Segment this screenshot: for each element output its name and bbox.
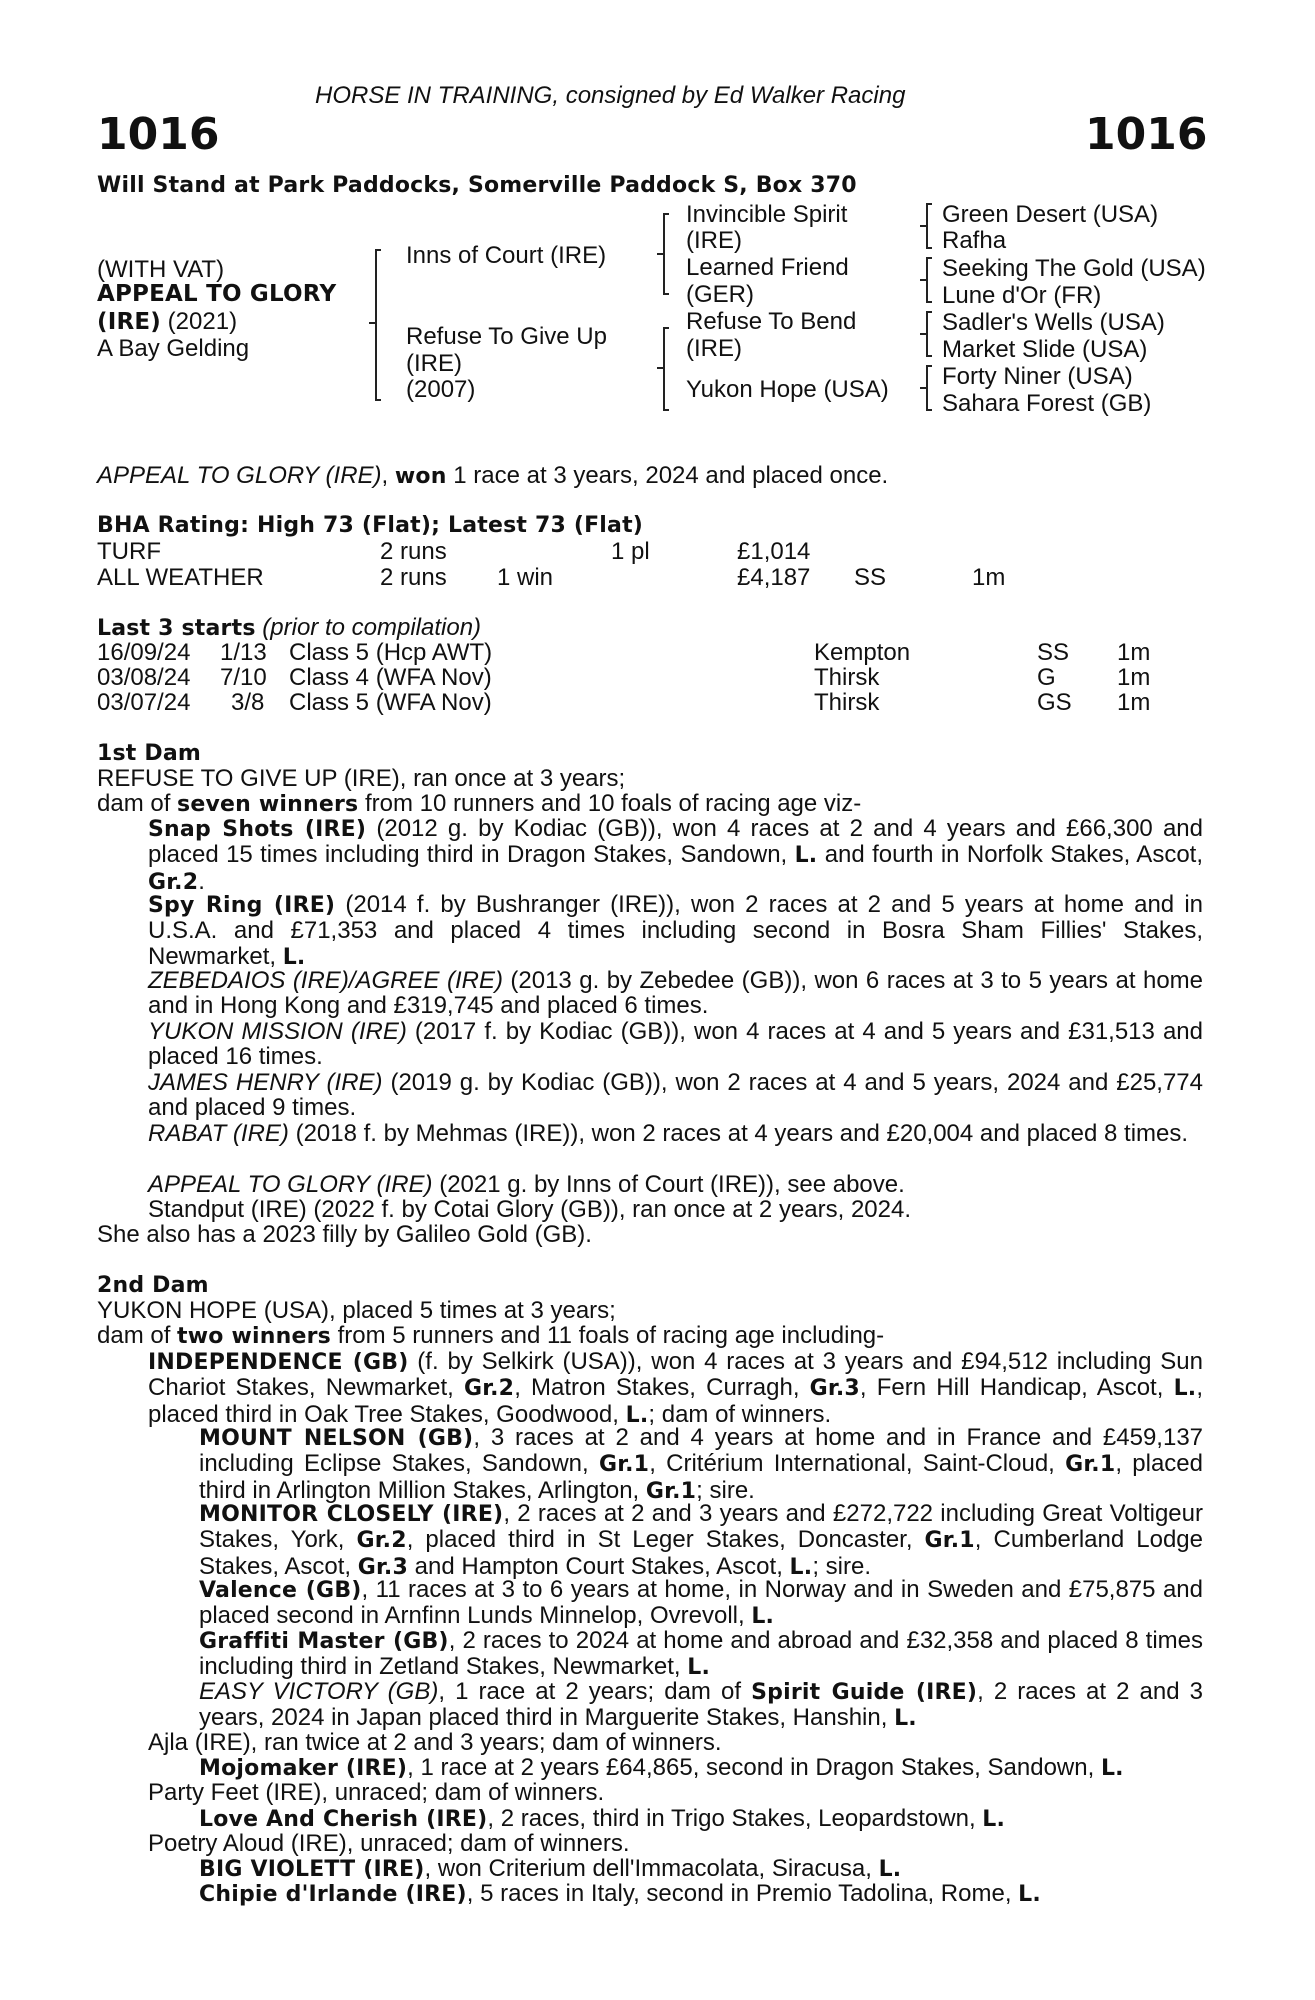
sd-dam: Lune d'Or (FR): [942, 282, 1102, 309]
progeny-name: Love And Cherish (IRE): [199, 1807, 488, 1832]
starts-note: (prior to compilation): [255, 614, 482, 641]
progeny-yukon-mission: [148, 1019, 1203, 1070]
dam-line3: (2007): [406, 376, 476, 403]
pedigree-brace-tick: [926, 301, 932, 303]
start-date: 03/07/24: [97, 689, 191, 716]
rating-runs: 2 runs: [380, 538, 447, 565]
rating-earnings: £1,014: [737, 538, 811, 565]
rating-surface: TURF: [97, 538, 161, 565]
summary-name: APPEAL TO GLORY (IRE): [97, 462, 382, 489]
progeny-name: YUKON MISSION (IRE): [148, 1018, 407, 1045]
pedigree-brace-tick: [926, 247, 932, 249]
horse-origin-year: [97, 309, 237, 335]
start-dist: 1m: [1117, 639, 1151, 666]
group-tag: Gr.1: [598, 1452, 650, 1478]
progeny-text: (2018 f. by Mehmas (IRE)), won 2 races at 4 years and £20,004 and placed 8 times.: [288, 1120, 1189, 1147]
progeny-text: (2013 g. by Zebedee (GB)), won 6 races at 3 to 5 years at home and in Hong Kong and £319,745 and placed 6 times.: [148, 967, 1204, 1020]
progeny-text: , 3 races at 2 and 4 years at home and in France and £459,137 including Eclipse Stakes, Sandown,: [199, 1424, 1204, 1478]
rating-placed: 1 pl: [611, 538, 650, 565]
group-tag: Gr.2: [148, 869, 199, 895]
progeny-text: .: [198, 867, 205, 895]
dam2-line1: YUKON HOPE (USA), placed 5 times at 3 years;: [97, 1297, 616, 1324]
dam1-line2-a: dam of: [97, 790, 178, 817]
progeny-text: , 2 races to 2024 at home and abroad and £32,358 and placed 8 times including third in Zetland Stakes, Newmarket,: [199, 1627, 1203, 1681]
progeny-spy-ring: [148, 892, 1203, 970]
listed-tag: L.: [878, 1857, 902, 1882]
dam1-line2: [97, 791, 861, 817]
progeny-text: , 1 race at 2 years; dam of: [438, 1678, 752, 1705]
progeny-name: MONITOR CLOSELY (IRE): [199, 1502, 504, 1527]
progeny-name: BIG VIOLETT (IRE): [199, 1857, 425, 1882]
progeny-name: JAMES HENRY (IRE): [148, 1069, 383, 1096]
progeny-text: , placed third in Oak Tree Stakes, Goodwood,: [148, 1374, 1204, 1428]
sire-sire-line1: Invincible Spirit: [686, 201, 848, 228]
ds-sire: Sadler's Wells (USA): [942, 309, 1165, 336]
dam2-line2-a: dam of: [97, 1322, 178, 1349]
pedigree-brace-tick: [926, 409, 932, 411]
dam2-heading: 2nd Dam: [97, 1273, 209, 1298]
rating-wins: 1 win: [497, 564, 554, 591]
dd-dam: Sahara Forest (GB): [942, 390, 1152, 417]
rating-earnings: £4,187: [737, 564, 811, 591]
start-going: G: [1037, 664, 1056, 691]
progeny-poetry-aloud: Poetry Aloud (IRE), unraced; dam of winners.: [148, 1830, 630, 1857]
progeny-name: EASY VICTORY (GB): [199, 1678, 439, 1705]
pedigree-brace: [663, 328, 665, 410]
dam1-line1: REFUSE TO GIVE UP (IRE), ran once at 3 years;: [97, 765, 626, 792]
dam-line2: (IRE): [406, 350, 462, 377]
start-dist: 1m: [1117, 689, 1151, 716]
progeny-text: , Fern Hill Handicap, Ascot,: [859, 1374, 1174, 1402]
pedigree-brace-tick: [926, 365, 932, 367]
progeny-text: ; sire.: [812, 1552, 871, 1580]
pedigree-brace-tick: [657, 367, 663, 369]
dam1-heading: 1st Dam: [97, 741, 202, 766]
progeny-name: RABAT (IRE): [148, 1120, 289, 1147]
horse-description: A Bay Gelding: [97, 335, 250, 362]
pedigree-brace-tick: [663, 409, 669, 411]
rating-heading: BHA Rating: High 73 (Flat); Latest 73 (Flat): [97, 513, 644, 538]
progeny-name: ZEBEDAIOS (IRE)/AGREE (IRE): [148, 967, 503, 994]
pedigree-brace: [375, 250, 377, 400]
progeny-name: Spirit Guide (IRE): [751, 1680, 978, 1705]
pedigree-brace-tick: [920, 225, 926, 227]
progeny-big-violett: [199, 1856, 901, 1882]
start-date: 03/08/24: [97, 664, 191, 691]
progeny-name: MOUNT NELSON (GB): [199, 1426, 474, 1451]
pedigree-brace: [926, 258, 928, 302]
pedigree-brace-tick: [663, 213, 669, 215]
summary-won: won: [394, 464, 447, 489]
start-course: Kempton: [814, 639, 911, 666]
start-position: 1/13: [220, 639, 267, 666]
progeny-text: (2017 f. by Kodiac (GB)), won 4 races at 4 and 5 years and £31,513 and placed 16 times.: [148, 1018, 1203, 1071]
pedigree-brace: [926, 366, 928, 410]
lot-number-right: 1016: [1085, 109, 1208, 160]
pedigree-brace-tick: [926, 203, 932, 205]
progeny-rabat: [148, 1121, 1203, 1146]
pedigree-brace: [926, 312, 928, 356]
start-dist: 1m: [1117, 664, 1151, 691]
start-going: GS: [1037, 689, 1072, 716]
listed-tag: L.: [894, 1706, 917, 1732]
progeny-text: , 2 races at 2 and 3 years and £272,722 including Great Voltigeur Stakes, York,: [199, 1500, 1203, 1554]
rating-row-turf: [97, 539, 1197, 565]
dam1-winners: seven winners: [177, 792, 359, 817]
pedigree-brace: [663, 214, 665, 294]
starts-heading: [97, 615, 481, 641]
dam-dam: Yukon Hope (USA): [686, 376, 889, 403]
start-race: Class 5 (Hcp AWT): [289, 639, 493, 666]
progeny-text: ; sire.: [696, 1476, 755, 1504]
group-tag: Gr.3: [357, 1554, 408, 1580]
start-course: Thirsk: [814, 664, 880, 691]
pedigree-brace-tick: [375, 249, 381, 251]
group-tag: Gr.1: [924, 1528, 975, 1554]
rating-row-aw: [97, 565, 1197, 591]
horse-year: (2021): [161, 308, 238, 335]
rating-going: SS: [854, 564, 887, 591]
progeny-text: , won Criterium dell'Immacolata, Siracusa,: [424, 1855, 879, 1882]
start-course: Thirsk: [814, 689, 880, 716]
summary-text: 1 race at 3 years, 2024 and placed once.: [446, 462, 889, 489]
pedigree-brace-tick: [926, 257, 932, 259]
start-row: [97, 690, 1197, 716]
progeny-text: , 2 races, third in Trigo Stakes, Leopardstown,: [487, 1805, 983, 1832]
progeny-text: , 11 races at 3 to 6 years at home, in Norway and in Sweden and £75,875 and placed second in Arnfinn Lunds Minnelop, Ovrevoll,: [199, 1576, 1203, 1630]
ds-dam: Market Slide (USA): [942, 336, 1148, 363]
progeny-name: Chipie d'Irlande (IRE): [199, 1882, 467, 1907]
listed-tag: L.: [1100, 1756, 1124, 1781]
progeny-mojomaker: [199, 1755, 1124, 1781]
start-position: 7/10: [220, 664, 267, 691]
progeny-text: ; dam of winners.: [648, 1400, 832, 1428]
progeny-monitor-closely: [199, 1501, 1203, 1580]
progeny-valence: [199, 1577, 1203, 1630]
pedigree-brace-tick: [663, 327, 669, 329]
progeny-name: Spy Ring (IRE): [148, 893, 336, 918]
listed-tag: L.: [1173, 1376, 1197, 1402]
progeny-ajla: Ajla (IRE), ran twice at 2 and 3 years; dam of winners.: [148, 1729, 722, 1756]
start-race: Class 5 (WFA Nov): [289, 689, 492, 716]
progeny-text: (2021 g. by Inns of Court (IRE)), see above.: [432, 1171, 905, 1198]
progeny-text: , placed third in Arlington Million Stakes, Arlington,: [199, 1450, 1203, 1504]
ss-sire: Green Desert (USA): [942, 201, 1159, 228]
pedigree-brace-tick: [369, 322, 375, 324]
dam2-line2-c: from 5 runners and 11 foals of racing age including-: [330, 1322, 885, 1349]
group-tag: Gr.2: [463, 1376, 515, 1402]
progeny-chipie-dirlande: [199, 1881, 1041, 1907]
progeny-text: , 2 races at 2 and 3 years, 2024 in Japan placed third in Marguerite Stakes, Hanshin,: [199, 1678, 1204, 1732]
progeny-standput: Standput (IRE) (2022 f. by Cotai Glory (GB)), ran once at 2 years, 2024.: [148, 1196, 912, 1223]
progeny-text: , Cumberland Lodge Stakes, Ascot,: [199, 1526, 1203, 1580]
group-tag: Gr.2: [356, 1528, 407, 1554]
starts-title: Last 3 starts: [97, 616, 256, 641]
dam-sire-line2: (IRE): [686, 335, 742, 362]
start-row: [97, 665, 1197, 691]
stand-location: Will Stand at Park Paddocks, Somerville Paddock S, Box 370: [97, 173, 857, 198]
horse-name: APPEAL TO GLORY: [97, 281, 337, 307]
pedigree-brace-tick: [663, 293, 669, 295]
pedigree-brace-tick: [657, 253, 663, 255]
listed-tag: L.: [1018, 1882, 1041, 1907]
pedigree-brace-tick: [375, 399, 381, 401]
pedigree-brace-tick: [926, 355, 932, 357]
progeny-name: INDEPENDENCE (GB): [148, 1350, 409, 1375]
rating-surface: ALL WEATHER: [97, 564, 264, 591]
pedigree-brace-tick: [926, 311, 932, 313]
sire-sire-line2: (IRE): [686, 227, 742, 254]
pedigree-brace-tick: [920, 279, 926, 281]
progeny-james-henry: [148, 1070, 1203, 1121]
progeny-text: (2014 f. by Bushranger (IRE)), won 2 races at 2 and 5 years at home and in U.S.A. and £71,353 and placed 4 times including second in Bosra Sham Fillies' Stakes, Newmarket,: [148, 891, 1203, 970]
summary-line: APPEAL TO GLORY (IRE), won 1 race at 3 years, 2024 and placed once.: [97, 462, 889, 489]
listed-tag: L.: [282, 944, 306, 970]
start-date: 16/09/24: [97, 639, 191, 666]
progeny-text: , Critérium International, Saint-Cloud,: [649, 1450, 1066, 1478]
group-tag: Gr.1: [645, 1478, 697, 1504]
horse-origin: (IRE): [97, 309, 162, 335]
progeny-snap-shots: [148, 816, 1203, 895]
progeny-easy-victory: [199, 1679, 1203, 1732]
progeny-text: (2019 g. by Kodiac (GB)), won 2 races at 4 and 5 years, 2024 and £25,774 and placed 9 times.: [148, 1069, 1203, 1122]
progeny-text: and fourth in Norfolk Stakes, Ascot,: [817, 841, 1203, 869]
vat-note: (WITH VAT): [97, 256, 225, 283]
progeny-love-and-cherish: [199, 1806, 1005, 1832]
progeny-text: , Matron Stakes, Curragh,: [514, 1374, 810, 1402]
start-race: Class 4 (WFA Nov): [289, 664, 492, 691]
listed-tag: L.: [982, 1807, 1006, 1832]
progeny-text: (f. by Selkirk (USA)), won 4 races at 3 years and £94,512 including Sun Chariot Stakes, Newmarket,: [148, 1348, 1203, 1402]
progeny-text: and Hampton Court Stakes, Ascot,: [408, 1552, 790, 1580]
progeny-name: APPEAL TO GLORY (IRE): [148, 1171, 433, 1198]
group-tag: Gr.3: [809, 1376, 860, 1402]
progeny-name: Valence (GB): [199, 1578, 362, 1603]
dam2-winners: two winners: [177, 1324, 331, 1349]
progeny-text: , 5 races in Italy, second in Premio Tadolina, Rome,: [466, 1880, 1019, 1907]
progeny-text: (2012 g. by Kodiac (GB)), won 4 races at 2 and 4 years and £66,300 and placed 15 times including third in Dragon Stakes, Sandown,: [148, 815, 1203, 869]
dd-sire: Forty Niner (USA): [942, 363, 1133, 390]
sire-dam-line2: (GER): [686, 281, 754, 308]
pedigree-brace-tick: [920, 387, 926, 389]
start-going: SS: [1037, 639, 1070, 666]
listed-tag: L.: [794, 843, 818, 869]
rating-dist: 1m: [972, 564, 1006, 591]
progeny-name: Snap Shots (IRE): [148, 817, 367, 842]
dam1-line2-c: from 10 runners and 10 foals of racing age viz-: [358, 790, 862, 817]
progeny-name: Graffiti Master (GB): [199, 1629, 449, 1654]
consignment-line: HORSE IN TRAINING, consigned by Ed Walker Racing: [315, 82, 906, 109]
group-tag: Gr.1: [1065, 1452, 1116, 1478]
listed-tag: L.: [751, 1604, 775, 1630]
lot-number-left: 1016: [97, 109, 220, 160]
dam-line1: Refuse To Give Up: [406, 323, 607, 350]
listed-tag: L.: [687, 1655, 711, 1681]
progeny-name: Mojomaker (IRE): [199, 1756, 408, 1781]
progeny-text: , placed third in St Leger Stakes, Doncaster,: [406, 1526, 925, 1554]
start-row: [97, 640, 1197, 666]
pedigree-brace-tick: [920, 333, 926, 335]
dam-sire-line1: Refuse To Bend: [686, 308, 857, 335]
progeny-graffiti-master: [199, 1628, 1203, 1681]
listed-tag: L.: [625, 1402, 649, 1428]
listed-tag: L.: [789, 1554, 813, 1580]
progeny-zebedaios: [148, 968, 1203, 1019]
dam2-line2: [97, 1323, 884, 1349]
rating-runs: 2 runs: [380, 564, 447, 591]
sire-dam-line1: Learned Friend: [686, 254, 849, 281]
progeny-appeal-to-glory: [148, 1172, 905, 1197]
progeny-mount-nelson: [199, 1425, 1203, 1504]
dam1-also: She also has a 2023 filly by Galileo Gold (GB).: [97, 1221, 592, 1248]
ss-dam: Rafha: [942, 227, 1007, 254]
progeny-text: , 1 race at 2 years £64,865, second in Dragon Stakes, Sandown,: [407, 1754, 1101, 1781]
progeny-independence: [148, 1349, 1203, 1428]
start-position: 3/8: [231, 689, 265, 716]
sire: Inns of Court (IRE): [406, 242, 607, 269]
pedigree-brace: [926, 204, 928, 248]
sd-sire: Seeking The Gold (USA): [942, 255, 1206, 282]
progeny-party-feet: Party Feet (IRE), unraced; dam of winners.: [148, 1779, 605, 1806]
